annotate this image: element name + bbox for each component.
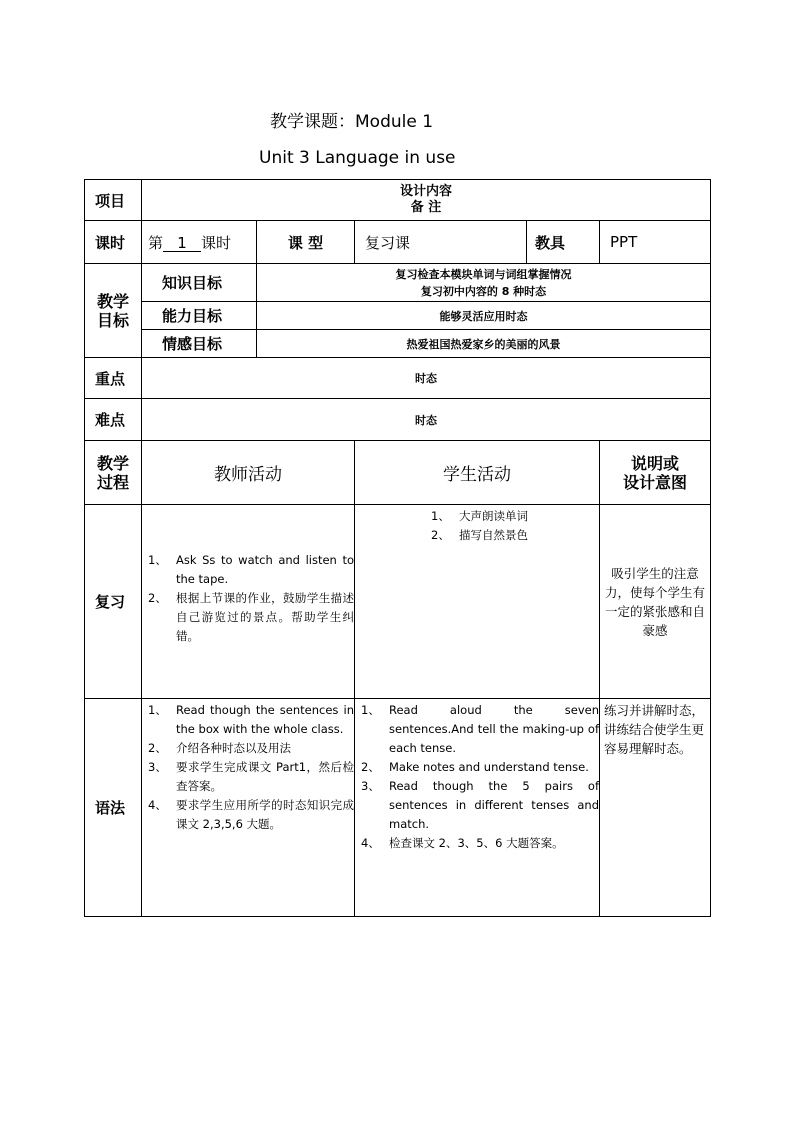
design-intent-header	[600, 441, 711, 505]
row-grammar	[85, 699, 711, 917]
lesson-type-label: 课 型	[257, 221, 355, 264]
row-process-header	[85, 441, 711, 505]
knowledge-goal-label: 知识目标	[142, 264, 257, 302]
knowledge-goal-line2: 复习初中内容的 8 种时态	[420, 284, 547, 298]
row-item	[85, 180, 711, 221]
activity-item	[142, 701, 354, 739]
grammar-label: 语法	[85, 699, 142, 917]
design-content-label: 设计内容	[400, 184, 453, 199]
lesson-label: 课时	[85, 221, 142, 264]
teaching-aid-label: 教具	[527, 221, 600, 264]
design-content-header	[142, 180, 711, 221]
review-teacher-activity	[142, 505, 355, 699]
activity-item	[142, 589, 354, 646]
review-design-intent	[600, 505, 711, 699]
activity-item	[425, 526, 599, 545]
activity-text: Ask Ss to watch and listen to the tape.	[176, 553, 354, 586]
activity-text: 描写自然景色	[459, 528, 528, 542]
student-activity-header: 学生活动	[355, 441, 600, 505]
row-key-point	[85, 358, 711, 399]
lesson-prefix: 第	[148, 233, 164, 252]
activity-number: 2、	[431, 528, 450, 542]
grammar-teacher-activity	[142, 699, 355, 917]
review-note-text: 吸引学生的注意力，使每个学生有一定的紧张感和自豪感	[605, 565, 706, 638]
activity-item	[355, 834, 599, 853]
goals-label-line1: 教学	[96, 291, 129, 311]
activity-item	[142, 551, 354, 589]
process-label	[85, 441, 142, 505]
activity-text: 介绍各种时态以及用法	[176, 741, 291, 755]
process-label-line2: 过程	[96, 472, 129, 492]
teaching-aid-value: PPT	[600, 221, 711, 264]
activity-item	[425, 507, 599, 526]
design-intent-line2: 设计意图	[623, 472, 688, 492]
activity-text: Make notes and understand tense.	[389, 760, 589, 774]
emotion-goal-text: 热爱祖国热爱家乡的美丽的风景	[257, 330, 711, 358]
difficulty-text: 时态	[142, 399, 711, 441]
activity-text: 大声朗读单词	[459, 509, 528, 523]
activity-item	[142, 796, 354, 834]
lesson-count-cell	[142, 221, 257, 264]
row-goal-knowledge	[85, 264, 711, 302]
activity-number: 3、	[361, 779, 380, 793]
grammar-student-activity	[355, 699, 600, 917]
grammar-note-text: 练习并讲解时态，讲练结合使学生更容易理解时态。	[604, 703, 705, 756]
activity-text: Read aloud the seven sentences.And tell the making-up of each tense.	[389, 703, 599, 755]
difficulty-label: 难点	[85, 399, 142, 441]
review-label: 复习	[85, 505, 142, 699]
emotion-goal-label: 情感目标	[142, 330, 257, 358]
row-goal-emotion	[85, 330, 711, 358]
activity-text: 根据上节课的作业，鼓励学生描述自己游览过的景点。帮助学生纠错。	[176, 591, 354, 643]
grammar-design-intent	[600, 699, 711, 917]
activity-text: Read though the sentences in the box with the whole class.	[176, 703, 354, 736]
activity-number: 2、	[148, 591, 167, 605]
unit-title: Unit 3 Language in use	[259, 148, 456, 168]
activity-number: 1、	[431, 509, 450, 523]
lesson-type-value: 复习课	[355, 221, 527, 264]
activity-number: 4、	[148, 798, 167, 812]
teacher-activity-header: 教师活动	[142, 441, 355, 505]
activity-item	[142, 739, 354, 758]
activity-number: 2、	[361, 760, 380, 774]
lesson-suffix: 课时	[201, 233, 232, 252]
remarks-label: 备 注	[410, 200, 442, 215]
activity-text: Read though the 5 pairs of sentences in different tenses and match.	[389, 779, 599, 831]
row-difficulty	[85, 399, 711, 441]
process-label-line1: 教学	[96, 453, 129, 473]
lesson-plan-table	[84, 179, 711, 917]
activity-number: 1、	[148, 553, 167, 567]
activity-item	[355, 701, 599, 758]
activity-number: 1、	[361, 703, 380, 717]
design-intent-line1: 说明或	[631, 453, 680, 473]
activity-item	[142, 758, 354, 796]
knowledge-goal-text	[257, 264, 711, 302]
row-lesson-info	[85, 221, 711, 264]
activity-number: 2、	[148, 741, 167, 755]
key-point-text: 时态	[142, 358, 711, 399]
goals-label-line2: 目标	[96, 310, 129, 330]
lesson-title: 教学课题：Module 1	[270, 112, 434, 132]
key-point-label: 重点	[85, 358, 142, 399]
ability-goal-text: 能够灵活应用时态	[257, 302, 711, 330]
activity-item	[355, 777, 599, 834]
review-student-activity	[355, 505, 600, 699]
activity-text: 要求学生应用所学的时态知识完成课文 2,3,5,6 大题。	[176, 798, 354, 831]
item-label: 项目	[85, 180, 142, 221]
lesson-number: 1	[163, 235, 201, 252]
ability-goal-label: 能力目标	[142, 302, 257, 330]
activity-text: 要求学生完成课文 Part1，然后检查答案。	[176, 760, 354, 793]
activity-text: 检查课文 2、3、5、6 大题答案。	[389, 836, 564, 850]
activity-number: 4、	[361, 836, 380, 850]
activity-number: 3、	[148, 760, 167, 774]
activity-number: 1、	[148, 703, 167, 717]
knowledge-goal-line1: 复习检查本模块单词与词组掌握情况	[395, 267, 572, 281]
goals-label	[85, 264, 142, 358]
row-goal-ability	[85, 302, 711, 330]
activity-item	[355, 758, 599, 777]
row-review	[85, 505, 711, 699]
